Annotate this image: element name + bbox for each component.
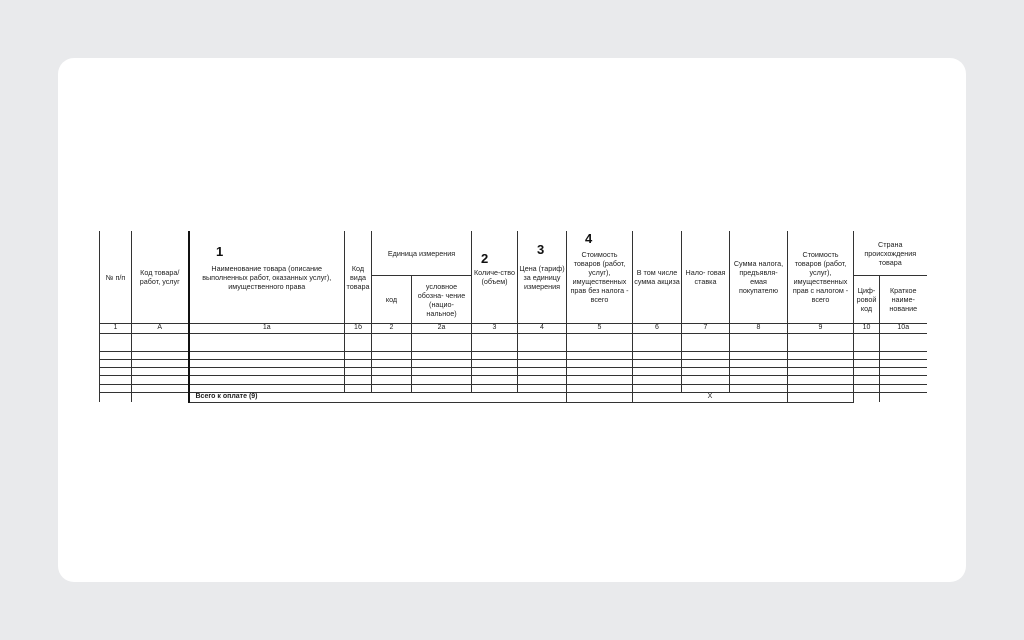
invoice-table-container: [99, 231, 926, 403]
header-cost-no-tax: Стоимость товаров (работ, услуг), имущественных прав без налога - всего: [567, 231, 633, 324]
total-cost-with-tax: [788, 392, 854, 402]
colnum: 6: [633, 324, 682, 334]
total-label: Всего к оплате (9): [189, 392, 567, 402]
marker-1: 1: [216, 244, 224, 259]
colnum: 8: [730, 324, 788, 334]
colnum: А: [132, 324, 189, 334]
header-type-code: Код вида товара: [345, 231, 372, 324]
header-unit-name: условное обозна- чение (нацио- нальное): [412, 276, 472, 324]
marker-2: 2: [481, 251, 489, 266]
header-name: Наименование товара (описание выполненных работ, оказанных услуг), имущественного права: [189, 231, 345, 324]
colnum: 2а: [412, 324, 472, 334]
header-code: Код товара/ работ, услуг: [132, 231, 189, 324]
marker-4: 4: [585, 231, 593, 246]
total-empty: [132, 392, 189, 402]
colnum: 10: [854, 324, 880, 334]
table-row: [100, 351, 927, 359]
table-row: [100, 368, 927, 376]
header-tax-rate: Нало- говая ставка: [682, 231, 730, 324]
header-unit-code: код: [372, 276, 412, 324]
colnum: 7: [682, 324, 730, 334]
colnum: 3: [472, 324, 518, 334]
header-qty: Количе-ство (объем): [472, 231, 518, 324]
header-row-1: [100, 231, 927, 276]
header-excise: В том числе сумма акциза: [633, 231, 682, 324]
table-row: [100, 384, 927, 392]
colnum: 1б: [345, 324, 372, 334]
table-row: [100, 333, 927, 351]
header-country-code: Циф- ровой код: [854, 276, 880, 324]
header-cost-with-tax: Стоимость товаров (работ, услуг), имущественных прав с налогом - всего: [788, 231, 854, 324]
total-empty: [100, 392, 132, 402]
total-row: [100, 392, 927, 402]
table-row: [100, 359, 927, 367]
header-country-name: Краткое наиме- нование: [880, 276, 927, 324]
header-price: Цена (тариф) за единицу измерения: [518, 231, 567, 324]
header-tax-sum: Сумма налога, предъявля- емая покупателю: [730, 231, 788, 324]
header-unit: Единица измерения: [372, 231, 472, 276]
total-cost-no-tax: [567, 392, 633, 402]
total-empty: [854, 392, 880, 402]
colnum: 5: [567, 324, 633, 334]
colnum: 2: [372, 324, 412, 334]
colnum: 4: [518, 324, 567, 334]
total-empty: [880, 392, 927, 402]
header-country: Страна происхождения товара: [854, 231, 927, 276]
colnum: 9: [788, 324, 854, 334]
header-num: № п/п: [100, 231, 132, 324]
total-x-mark: X: [633, 392, 788, 402]
colnum: 10а: [880, 324, 927, 334]
colnum: 1а: [189, 324, 345, 334]
table-row: [100, 376, 927, 384]
marker-3: 3: [537, 242, 545, 257]
colnum: 1: [100, 324, 132, 334]
column-numbers-row: [100, 324, 927, 334]
